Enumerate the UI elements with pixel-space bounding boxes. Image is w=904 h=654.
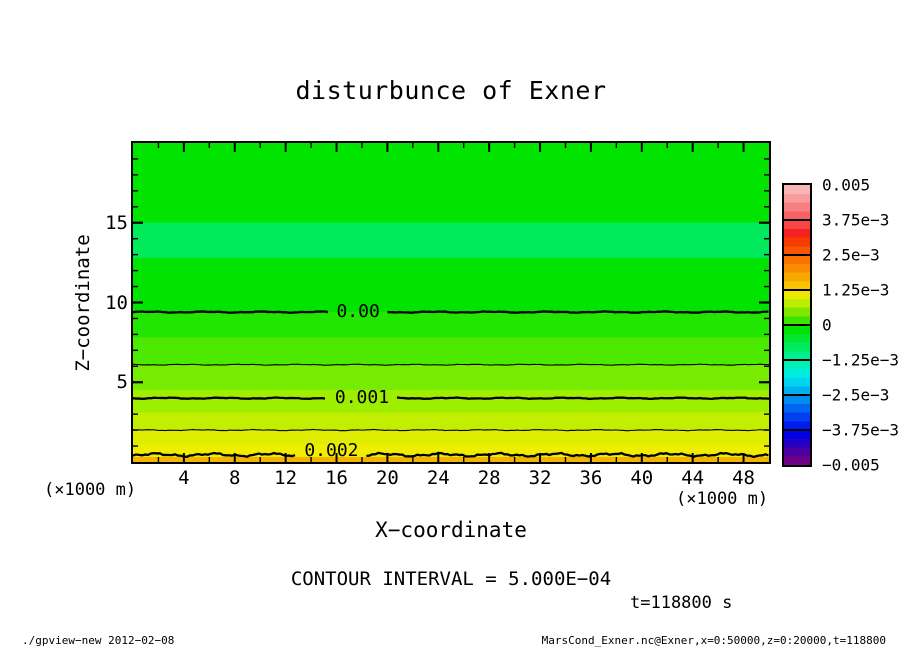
x-tick-label: 4 bbox=[178, 467, 190, 489]
x-tick-label: 28 bbox=[477, 467, 501, 489]
contour-line bbox=[133, 364, 769, 365]
x-axis-unit-label: (×1000 m) bbox=[676, 489, 769, 509]
colorbar-divider bbox=[784, 359, 810, 361]
y-tick-label: 10 bbox=[105, 291, 128, 314]
contour-line bbox=[133, 429, 769, 430]
chart-title: disturbunce of Exner bbox=[295, 76, 607, 105]
x-tick-label: 8 bbox=[229, 467, 241, 489]
y-tick-label: 15 bbox=[105, 211, 128, 234]
y-tick-label: 5 bbox=[116, 371, 128, 394]
contour-interval-label: CONTOUR INTERVAL = 5.000E−04 bbox=[290, 568, 612, 590]
contour-line bbox=[366, 453, 768, 457]
contour-label: 0.00 bbox=[336, 301, 380, 323]
plot-area bbox=[131, 141, 771, 464]
contour-line bbox=[133, 398, 325, 399]
x-tick-label: 44 bbox=[681, 467, 705, 489]
time-label: t=118800 s bbox=[630, 593, 733, 613]
x-tick-label: 12 bbox=[274, 467, 298, 489]
colorbar-tick-label: 0.005 bbox=[822, 175, 871, 195]
y-axis-title: Z−coordinate bbox=[72, 234, 94, 372]
x-tick-label: 20 bbox=[375, 467, 399, 489]
colorbar-tick-label: −1.25e−3 bbox=[822, 350, 900, 370]
colorbar-divider bbox=[784, 254, 810, 256]
x-tick-label: 16 bbox=[325, 467, 348, 489]
colorbar-tick-label: 1.25e−3 bbox=[822, 280, 890, 300]
colorbar-divider bbox=[784, 394, 810, 396]
colorbar-tick-label: −0.005 bbox=[822, 455, 880, 475]
contour-line bbox=[133, 453, 295, 457]
contour-label: 0.001 bbox=[334, 387, 390, 409]
colorbar-tick-label: −2.5e−3 bbox=[822, 385, 890, 405]
y-axis-unit-label: (×1000 m) bbox=[44, 480, 137, 500]
colorbar-tick-label: −3.75e−3 bbox=[822, 420, 900, 440]
contour-line bbox=[397, 397, 769, 398]
x-tick-label: 24 bbox=[426, 467, 450, 489]
x-axis-title: X−coordinate bbox=[375, 518, 527, 542]
colorbar-divider bbox=[784, 289, 810, 291]
x-tick-label: 40 bbox=[630, 467, 654, 489]
footer-source-text: MarsCond_Exner.nc@Exner,x=0:50000,z=0:20000,t=118800 bbox=[541, 634, 886, 647]
x-tick-label: 32 bbox=[528, 467, 552, 489]
colorbar-tick-label: 2.5e−3 bbox=[822, 245, 880, 265]
colorbar-divider bbox=[784, 429, 810, 431]
colorbar-tick-label: 0 bbox=[822, 315, 832, 335]
contour-and-ticks-layer bbox=[133, 143, 769, 462]
colorbar bbox=[782, 183, 812, 467]
x-tick-label: 36 bbox=[579, 467, 603, 489]
contour-label: 0.002 bbox=[304, 439, 359, 461]
colorbar-tick-label: 3.75e−3 bbox=[822, 210, 890, 230]
contour-line bbox=[133, 311, 328, 312]
colorbar-divider bbox=[784, 324, 810, 326]
colorbar-divider bbox=[784, 219, 810, 221]
x-tick-label: 48 bbox=[732, 467, 755, 489]
footer-command-text: ./gpview−new 2012−02−08 bbox=[22, 634, 175, 647]
contour-line bbox=[388, 311, 769, 312]
